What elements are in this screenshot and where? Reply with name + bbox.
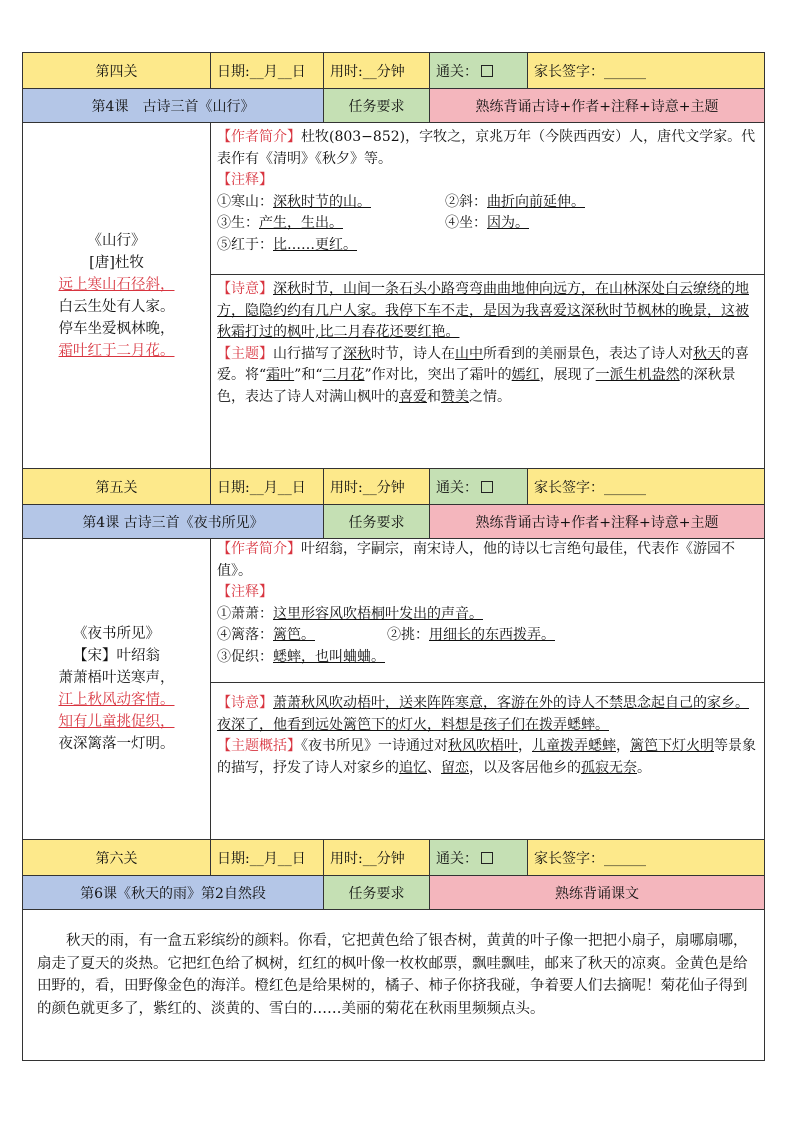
author-text: 杜牧(803−852)，字牧之，京兆万年（今陕西西安）人，唐代文学家。代表作有《清明》《秋夕》等。 — [217, 129, 756, 167]
theme-text: 、 — [427, 759, 441, 776]
lesson-title: 第4课 古诗三首《山行》 — [23, 89, 324, 123]
task-requirement: 熟练背诵课文 — [430, 876, 765, 910]
poem-line: 夜深篱落一灯明。 — [58, 736, 175, 752]
notes-tag: 【注释】 — [217, 584, 273, 600]
notes-box — [211, 123, 765, 469]
theme-keyword: 秋天 — [693, 345, 721, 362]
pass-label: 通关： — [436, 479, 478, 496]
poem-title: 《山行》 — [87, 232, 146, 249]
poem-line: 知有儿童挑促织， — [58, 714, 175, 730]
notes-lower — [211, 274, 764, 414]
note-key: ④坐： — [445, 215, 487, 231]
poem-line: 萧萧梧叶送寒声， — [58, 670, 175, 686]
note-key: ②挑： — [387, 627, 429, 643]
poem-line: 白云生处有人家。 — [58, 298, 175, 315]
task-requirement: 熟练背诵古诗+作者+注释+诗意+主题 — [430, 89, 765, 123]
sec6-lesson-row — [23, 876, 765, 910]
time-field[interactable]: 用时:__分钟 — [324, 840, 430, 876]
theme-keyword: 二月花 — [322, 367, 365, 383]
author-intro — [217, 539, 758, 582]
sec5-header-row — [23, 469, 765, 505]
meaning-tag: 【诗意】 — [217, 281, 273, 297]
note-value: 比……更红。 — [273, 236, 357, 253]
theme-text: ， — [518, 738, 532, 754]
pass-field[interactable] — [430, 469, 528, 505]
level-label: 第六关 — [23, 840, 211, 876]
poem-author: 【宋】叶绍翁 — [73, 648, 160, 664]
note-key: ①寒山： — [217, 193, 273, 210]
meaning-para — [217, 693, 758, 736]
theme-text: ”和“ — [294, 367, 323, 383]
note-line — [217, 647, 758, 669]
worksheet — [22, 52, 764, 1061]
poem-line: 停车坐爱枫林晚， — [58, 320, 175, 337]
note-line — [217, 625, 758, 647]
level-label: 第五关 — [23, 469, 211, 505]
sec6-header-row — [23, 840, 765, 876]
sec5-content-row — [23, 539, 765, 840]
notes-upper — [211, 123, 764, 274]
notes-upper — [211, 539, 764, 682]
notes-lower — [211, 682, 764, 785]
theme-keyword: 一派生机盎然 — [595, 367, 680, 383]
poem-author: [唐]杜牧 — [89, 254, 144, 271]
sec4-header-row — [23, 53, 765, 89]
theme-keyword: 儿童拨弄蟋蟀 — [532, 738, 616, 754]
pass-field[interactable] — [430, 53, 528, 89]
note-line — [217, 235, 758, 257]
theme-text: 等景象的描写，抒发了诗人对家乡的 — [217, 738, 756, 776]
notes-tag: 【注释】 — [217, 172, 273, 188]
worksheet-table — [22, 52, 765, 1061]
sec4-content-row — [23, 123, 765, 469]
theme-para — [217, 736, 758, 779]
task-label: 任务要求 — [324, 89, 430, 123]
theme-keyword: 霜叶 — [266, 367, 295, 383]
meaning-text: 深秋时节，山间一条石头小路弯弯曲曲地伸向远方，在山林深处白云缭绕的地方，隐隐约约有几户人家。我停下车不走，是因为我喜爱这深秋时节枫林的晚景，这被秋霜打过的枫叶,比二月春花还要红艳。 — [217, 281, 749, 340]
note-line — [217, 604, 758, 626]
pass-label: 通关： — [436, 850, 478, 867]
recitation-box — [23, 910, 765, 1061]
theme-text: 的喜爱。将“ — [217, 345, 749, 383]
poem-line: 霜叶红于二月花。 — [58, 342, 175, 359]
note-value: 深秋时节的山。 — [273, 193, 371, 210]
note-value: 曲折向前延伸。 — [487, 193, 585, 210]
note-key: ④篱落： — [217, 627, 273, 643]
note-line — [217, 213, 758, 235]
theme-keyword: 留恋 — [441, 759, 469, 776]
meaning-para — [217, 279, 758, 344]
note-value: 篱笆。 — [273, 627, 315, 643]
poem-line: 远上寒山石径斜， — [58, 276, 175, 293]
pass-field[interactable] — [430, 840, 528, 876]
theme-text: ，以及客居他乡的 — [469, 759, 581, 776]
theme-keyword: 赞美 — [441, 388, 469, 405]
theme-text: 。 — [637, 759, 651, 776]
task-label: 任务要求 — [324, 505, 430, 539]
pass-checkbox[interactable] — [481, 65, 493, 77]
note-value: 用细长的东西拨弄。 — [429, 627, 555, 643]
theme-tag: 【主题】 — [217, 345, 273, 362]
note-line — [217, 192, 758, 214]
note-key: ③生： — [217, 215, 259, 231]
note-key: ①萧萧： — [217, 605, 273, 622]
theme-keyword: 秋风吹梧叶 — [448, 738, 518, 754]
theme-text: 的深秋景色，表达了诗人对满山枫叶的 — [217, 367, 736, 405]
pass-checkbox[interactable] — [481, 852, 493, 864]
theme-keyword: 追忆 — [399, 759, 427, 776]
poem-line: 江上秋风动客情。 — [58, 692, 175, 708]
theme-keyword: 山中 — [455, 345, 483, 362]
theme-text: 所看到的美丽景色，表达了诗人对 — [483, 345, 693, 362]
pass-label: 通关： — [436, 63, 478, 80]
theme-text: ，展现了 — [539, 367, 596, 383]
note-value: 蟋蟀，也叫蛐蛐。 — [273, 648, 385, 665]
theme-text: ”作对比，突出了霜叶的 — [364, 367, 512, 383]
note-key: ⑤红于： — [217, 236, 273, 253]
sec4-lesson-row — [23, 89, 765, 123]
theme-text: 和 — [427, 388, 441, 405]
author-tag: 【作者简介】 — [217, 541, 301, 557]
parent-sign-field[interactable]: 家长签字：______ — [528, 469, 765, 505]
level-label: 第四关 — [23, 53, 211, 89]
theme-text: 《夜书所见》一诗通过对 — [301, 738, 448, 754]
meaning-tag: 【诗意】 — [217, 695, 273, 711]
parent-sign-field[interactable]: 家长签字：______ — [528, 53, 765, 89]
author-tag: 【作者简介】 — [217, 129, 301, 145]
poem-box — [23, 123, 211, 469]
note-key: ③促织： — [217, 648, 273, 665]
theme-keyword: 孤寂无奈 — [581, 759, 637, 776]
recitation-text: 秋天的雨，有一盒五彩缤纷的颜料。你看，它把黄色给了银杏树，黄黄的叶子像一把把小扇子，扇哪扇哪，扇走了夏天的炎热。它把红色给了枫树，红红的枫叶像一枚枚邮票，飘哇飘哇，邮来了秋天的凉爽。金黄色是给田野的，看，田野像金色的海洋。橙红色是给果树的，橘子、柿子你挤我碰，争着要人们去摘呢！菊花仙子得到的颜色就更多了，紫红的、淡黄的、雪白的……美丽的菊花在秋雨里频频点头。 — [37, 933, 748, 1017]
meaning-text: 萧萧秋风吹动梧叶，送来阵阵寒意，客游在外的诗人不禁思念起自己的家乡。夜深了，他看到远处篱笆下的灯火，料想是孩子们在拨弄蟋蟀。 — [217, 695, 749, 733]
theme-para — [217, 344, 758, 409]
notes-box — [211, 539, 765, 840]
note-value: 产生，生出。 — [259, 215, 343, 231]
theme-text: 山行描写了 — [273, 345, 343, 362]
note-value: 这里形容风吹梧桐叶发出的声音。 — [273, 605, 483, 622]
theme-keyword: 嫣红 — [511, 367, 540, 383]
theme-keyword: 喜爱 — [399, 388, 427, 405]
note-key: ②斜： — [445, 193, 487, 210]
note-value: 因为。 — [487, 215, 529, 231]
lesson-title: 第6课《秋天的雨》第2自然段 — [23, 876, 324, 910]
theme-keyword: 篱笆下灯火明 — [630, 738, 714, 754]
task-requirement: 熟练背诵古诗+作者+注释+诗意+主题 — [430, 505, 765, 539]
date-field[interactable]: 日期:__月__日 — [211, 840, 324, 876]
theme-keyword: 深秋 — [343, 345, 371, 362]
sec5-lesson-row — [23, 505, 765, 539]
theme-text: 时节，诗人在 — [371, 345, 455, 362]
sec6-content-row — [23, 910, 765, 1061]
task-label: 任务要求 — [324, 876, 430, 910]
date-field[interactable]: 日期:__月__日 — [211, 469, 324, 505]
poem-title: 《夜书所见》 — [73, 626, 160, 642]
author-intro — [217, 127, 758, 170]
parent-sign-field[interactable]: 家长签字：______ — [528, 840, 765, 876]
theme-text: ， — [616, 738, 630, 754]
theme-text: 之情。 — [469, 388, 511, 405]
lesson-title: 第4课 古诗三首《夜书所见》 — [23, 505, 324, 539]
date-field[interactable]: 日期:__月__日 — [211, 53, 324, 89]
time-field[interactable]: 用时:__分钟 — [324, 53, 430, 89]
poem-box — [23, 539, 211, 840]
time-field[interactable]: 用时:__分钟 — [324, 469, 430, 505]
author-text: 叶绍翁，字嗣宗，南宋诗人，他的诗以七言绝句最佳，代表作《游园不值》。 — [217, 541, 735, 579]
theme-tag: 【主题概括】 — [217, 738, 301, 754]
pass-checkbox[interactable] — [481, 481, 493, 493]
